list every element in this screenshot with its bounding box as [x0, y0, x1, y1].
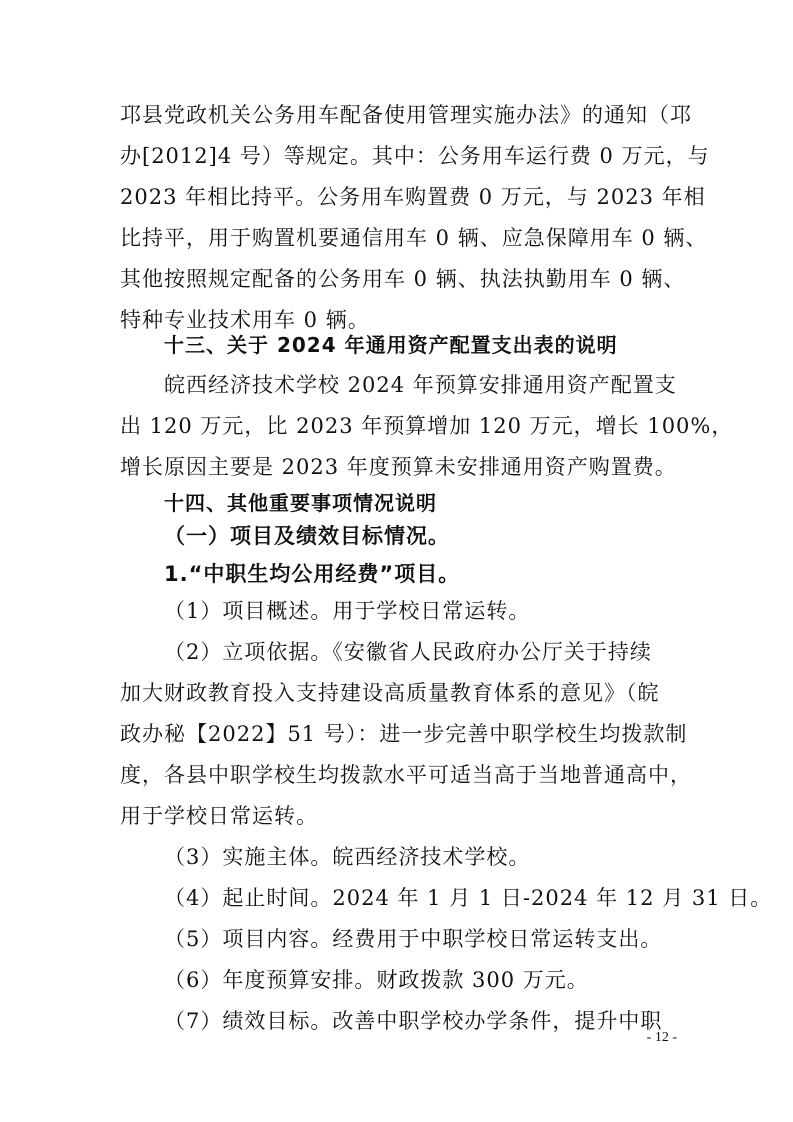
subsection-heading: （一）项目及绩效目标情况。 — [164, 524, 450, 548]
paragraph-line: 加大财政教育投入支持建设高质量教育体系的意见》（皖 — [120, 681, 660, 705]
paragraph-line: （6）年度预算安排。财政拨款 300 万元。 — [164, 968, 589, 992]
section-heading-13: 十三、关于 2024 年通用资产配置支出表的说明 — [164, 333, 618, 357]
paragraph-line: 用于学校日常运转。 — [120, 804, 318, 828]
paragraph-line: （3）实施主体。皖西经济技术学校。 — [164, 845, 531, 869]
paragraph-line: 2023 年相比持平。公务用车购置费 0 万元，与 2023 年相 — [120, 185, 706, 209]
project-heading: 1.“中职生均公用经费”项目。 — [164, 562, 461, 586]
paragraph-line: （7）绩效目标。改善中职学校办学条件，提升中职 — [164, 1009, 663, 1033]
paragraph-line: 政办秘【2022】51 号）：进一步完善中职学校生均拨款制 — [120, 722, 688, 746]
paragraph-line: 皖西经济技术学校 2024 年预算安排通用资产配置支 — [164, 373, 677, 397]
paragraph-line: 增长原因主要是 2023 年度预算未安排通用资产购置费。 — [120, 455, 677, 479]
page-number: - 12 - — [646, 1030, 677, 1045]
paragraph-line: 出 120 万元，比 2023 年预算增加 120 万元，增长 100%， — [120, 414, 734, 438]
paragraph-line: 度，各县中职学校生均拨款水平可适当高于当地普通高中， — [120, 763, 692, 787]
section-heading-14: 十四、其他重要事项情况说明 — [164, 491, 437, 515]
paragraph-line: （2）立项依据。《安徽省人民政府办公厅关于持续 — [164, 640, 652, 664]
paragraph-line: （4）起止时间。2024 年 1 月 1 日-2024 年 12 月 31 日。 — [164, 886, 773, 910]
paragraph-line: （5）项目内容。经费用于中职学校日常运转支出。 — [164, 927, 663, 951]
paragraph-line: 比持平，用于购置机要通信用车 0 辆、应急保障用车 0 辆、 — [120, 226, 708, 250]
paragraph-line: （1）项目概述。用于学校日常运转。 — [164, 599, 531, 623]
paragraph-line: 其他按照规定配备的公务用车 0 辆、执法执勤用车 0 辆、 — [120, 267, 686, 291]
paragraph-line: 办[2012]4 号）等规定。其中：公务用车运行费 0 万元，与 — [120, 144, 710, 168]
paragraph-line: 特种专业技术用车 0 辆。 — [120, 308, 370, 332]
paragraph-line: 邛县党政机关公务用车配备使用管理实施办法》的通知（邛 — [120, 103, 692, 127]
